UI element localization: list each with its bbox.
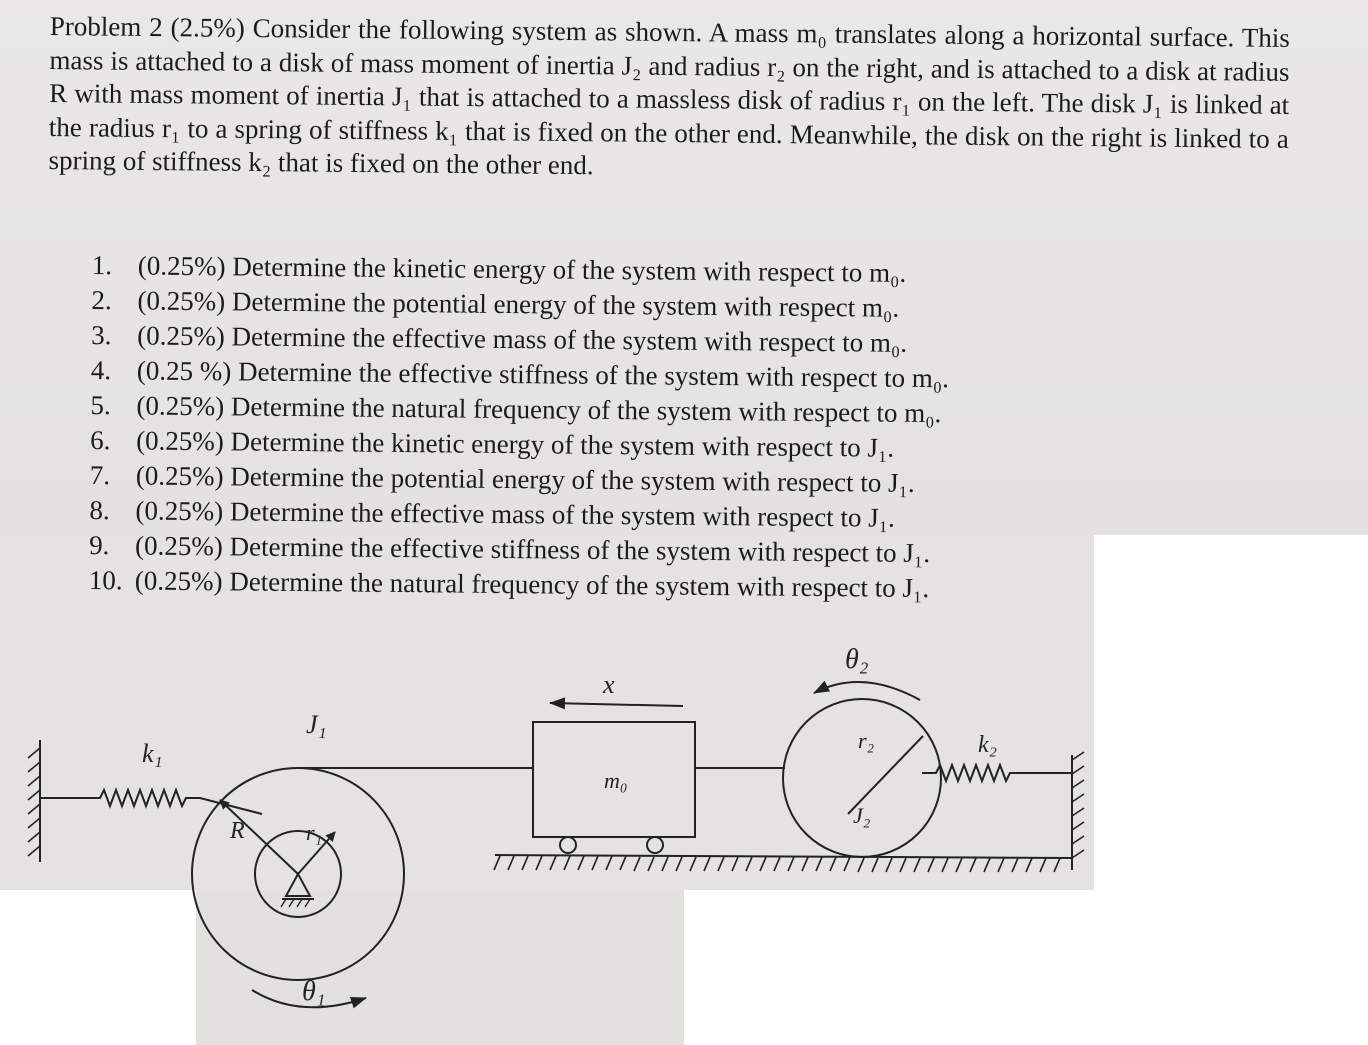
R-label: R xyxy=(230,818,245,844)
task-number: 9. xyxy=(89,529,110,561)
j1-label: J₁ xyxy=(306,710,327,739)
problem-heading: Problem 2 (2.5%) xyxy=(49,10,245,43)
task-text: (0.25%) Determine the effective stiffness of the system with respect to J₁. xyxy=(135,530,931,569)
task-text: (0.25%) Determine the natural frequency of the system with respect to J₁. xyxy=(134,565,930,604)
ground-surface xyxy=(495,855,1072,858)
mass-wheel-left xyxy=(560,837,576,853)
task-text: (0.25%) Determine the kinetic energy of the system with respect to m₀. xyxy=(137,250,907,288)
task-text: (0.25 %) Determine the effective stiffness of the system with respect to m₀. xyxy=(136,355,950,394)
task-text: (0.25%) Determine the natural frequency of the system with respect to m₀. xyxy=(136,390,942,429)
task-number: 7. xyxy=(89,459,111,491)
task-text: (0.25%) Determine the effective mass of the system with respect to J₁. xyxy=(135,495,896,533)
theta2-arrow xyxy=(814,682,920,700)
disk-j2 xyxy=(783,699,941,857)
pivot-hatching xyxy=(281,899,310,907)
task-number: 1. xyxy=(91,249,113,281)
m0-label: m₀ xyxy=(604,768,628,793)
x-label: x xyxy=(603,670,615,699)
pivot-support xyxy=(286,874,310,896)
task-number: 6. xyxy=(90,424,111,456)
task-number: 4. xyxy=(90,354,112,386)
task-text: (0.25%) Determine the potential energy of the system with respect m₀. xyxy=(137,285,900,323)
k1-label: k₁ xyxy=(142,739,163,768)
r1-label: r₁ xyxy=(306,820,323,845)
task-number: 8. xyxy=(89,494,110,526)
left-wall-hatching xyxy=(28,748,40,856)
task-number: 2. xyxy=(91,284,112,316)
task-text: (0.25%) Determine the potential energy of the system with respect to J₁. xyxy=(135,460,915,498)
theta1-label: θ₁ xyxy=(302,976,326,1007)
mass-wheel-right xyxy=(647,837,663,853)
r2-label: r₂ xyxy=(858,728,875,753)
ground-hatching xyxy=(494,856,1060,872)
task-number: 10. xyxy=(88,564,123,596)
k2-label: k₂ xyxy=(978,732,997,758)
theta2-label: θ₂ xyxy=(845,644,869,675)
right-wall-hatching xyxy=(1072,752,1084,858)
j2-label: J₂ xyxy=(853,803,871,828)
task-text: (0.25%) Determine the effective mass of the system with respect to m₀. xyxy=(137,320,908,358)
spring-k2 xyxy=(922,765,1072,781)
task-number: 3. xyxy=(91,319,112,351)
task-number: 5. xyxy=(90,389,111,421)
problem-text: Consider the following system as shown. A mass m₀ translates along a horizontal surface. This mass is attached to a disk of mass moment of inertia J₂ and radius r₂ on the right, and is attached to a disk at radius R with mass moment of inertia J₁ that is attached to a massless disk of radius r₁ on the left. The disk J₁ is linked at the radius r₁ to a spring of stiffness k₁ that is fixed on the other end. Meanwhile, the disk on the right is linked to a spring of stiffness k₂ that is fixed on the other end. xyxy=(48,12,1290,181)
x-displacement-arrow xyxy=(550,703,683,706)
task-text: (0.25%) Determine the kinetic energy of the system with respect to J₁. xyxy=(136,425,895,463)
